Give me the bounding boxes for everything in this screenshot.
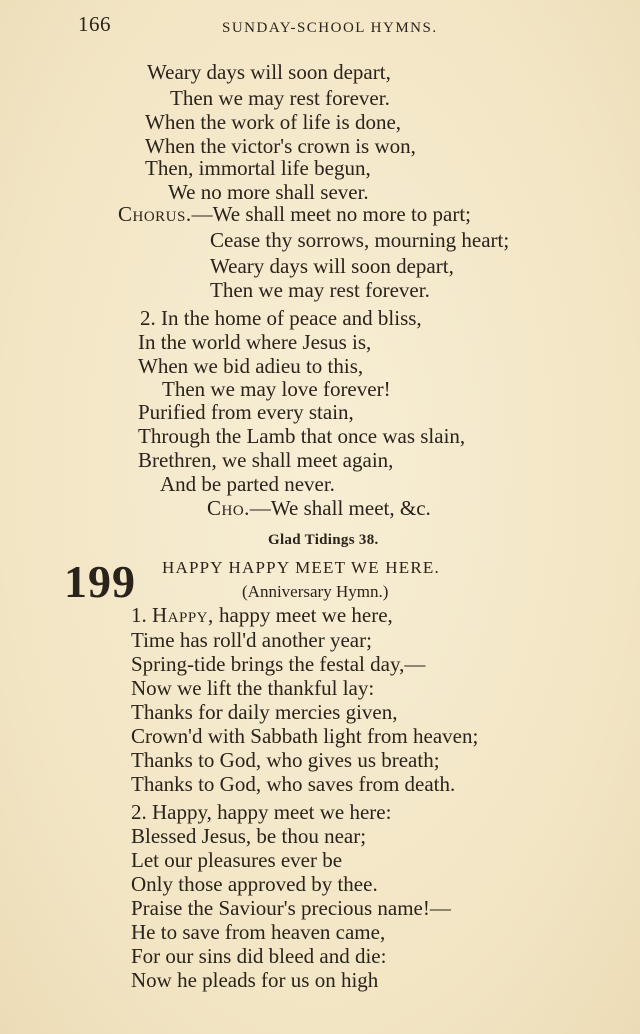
verse-line: He to save from heaven came, — [131, 920, 386, 944]
verse-line: When the work of life is done, — [145, 110, 402, 134]
verse-line: Thanks to God, who gives us breath; — [131, 748, 440, 772]
chorus-line: Cease thy sorrows, mourning heart; — [210, 228, 510, 252]
verse-line: Now we lift the thankful lay: — [131, 676, 375, 700]
verse-line: Spring-tide brings the festal day,— — [131, 652, 426, 676]
page-number: 166 — [78, 12, 111, 36]
verse-line: Then, immortal life begun, — [145, 156, 371, 180]
verse-line: And be parted never. — [160, 472, 335, 496]
verse-line: 2. In the home of peace and bliss, — [140, 306, 422, 330]
verse-line: In the world where Jesus is, — [138, 330, 372, 354]
verse-line: Thanks for daily mercies given, — [131, 700, 398, 724]
stanza-number: 1. — [131, 603, 147, 627]
chorus-first-line — [118, 202, 471, 226]
first-line-rest: happy meet we here, — [219, 603, 393, 627]
verse-line: Let our pleasures ever be — [131, 848, 343, 872]
chorus-line: Then we may rest forever. — [210, 278, 430, 302]
verse-line: Time has roll'd another year; — [131, 628, 372, 652]
chorus-label: Chorus. — [118, 202, 192, 226]
verse-line: When we bid adieu to this, — [138, 354, 364, 378]
verse-line: Crown'd with Sabbath light from heaven; — [131, 724, 479, 748]
cho-label: Cho. — [207, 496, 250, 520]
verse-line: Weary days will soon depart, — [147, 60, 391, 84]
verse-line: Only those approved by thee. — [131, 872, 378, 896]
cho-reference — [207, 496, 431, 520]
running-title: SUNDAY-SCHOOL HYMNS. — [222, 20, 438, 36]
verse-line: For our sins did bleed and die: — [131, 944, 387, 968]
verse-line: Praise the Saviour's precious name!— — [131, 896, 451, 920]
verse-line-first — [131, 603, 393, 627]
cho-text: —We shall meet, &c. — [249, 496, 431, 520]
hymn-number: 199 — [64, 556, 136, 607]
chorus-line: Weary days will soon depart, — [210, 254, 454, 278]
hymn-subtitle: (Anniversary Hymn.) — [242, 582, 389, 601]
verse-line: Then we may rest forever. — [170, 86, 390, 110]
hymn-title: HAPPY HAPPY MEET WE HERE. — [162, 558, 440, 577]
verse-line: Brethren, we shall meet again, — [138, 448, 394, 472]
chorus-text: —We shall meet no more to part; — [191, 202, 472, 226]
verse-line: When the victor's crown is won, — [145, 134, 416, 158]
verse-line: Then we may love forever! — [162, 377, 391, 401]
verse-line: Thanks to God, who saves from death. — [131, 772, 456, 796]
page-header — [0, 12, 640, 42]
verse-line: Purified from every stain, — [138, 400, 354, 424]
verse-line: We no more shall sever. — [168, 180, 369, 204]
tune-reference: Glad Tidings 38. — [268, 532, 379, 548]
verse-line: Through the Lamb that once was slain, — [138, 424, 466, 448]
verse-line: Blessed Jesus, be thou near; — [131, 824, 367, 848]
verse-line: 2. Happy, happy meet we here: — [131, 800, 392, 824]
first-word: Happy, — [152, 603, 214, 627]
verse-line: Now he pleads for us on high — [131, 968, 379, 992]
